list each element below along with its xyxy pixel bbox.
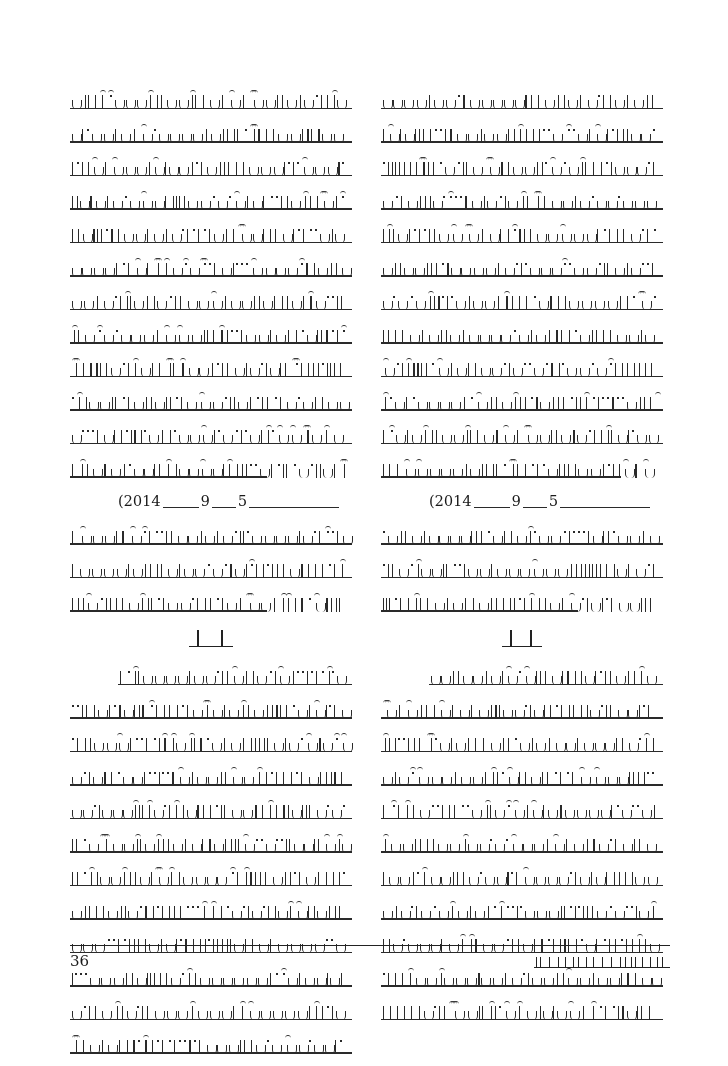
left-citation-month: 9 (200, 494, 210, 510)
text-line (70, 865, 352, 890)
text-line (381, 155, 663, 180)
right-paragraph-1 (381, 88, 663, 482)
text-line (70, 999, 352, 1024)
text-line (381, 122, 663, 147)
left-paragraph-1 (70, 88, 352, 482)
text-line (381, 256, 663, 281)
text-line (381, 323, 663, 348)
text-line (70, 256, 352, 281)
text-line (381, 457, 621, 482)
text-line (381, 731, 663, 756)
right-citation-month: 9 (511, 494, 521, 510)
left-citation-continued (70, 524, 352, 616)
right-citation-day: 5 (548, 494, 559, 510)
text-line (381, 765, 663, 790)
right-citation: (2014 9 5 (381, 490, 663, 515)
text-line (70, 155, 352, 180)
text-line (381, 557, 663, 582)
text-line (381, 356, 663, 381)
text-line (70, 356, 352, 381)
left-column (70, 88, 352, 1066)
left-citation-year: 2014 (123, 494, 161, 510)
text-line (70, 122, 352, 147)
text-line (70, 323, 352, 348)
text-line (70, 189, 352, 214)
text-line (70, 390, 352, 415)
text-line (381, 698, 663, 723)
right-column (381, 88, 663, 1033)
right-citation-continued (381, 524, 663, 616)
text-line (381, 423, 663, 448)
text-line (70, 222, 352, 247)
right-citation-year: 2014 (434, 494, 472, 510)
left-paragraph-2 (70, 664, 352, 1058)
text-line (70, 798, 352, 823)
text-line (70, 765, 352, 790)
text-line (381, 591, 578, 616)
text-line (70, 591, 267, 616)
text-line (381, 390, 663, 415)
text-line (381, 524, 663, 549)
text-line (70, 88, 352, 113)
text-line (70, 899, 352, 924)
text-line (70, 832, 352, 857)
text-line (70, 966, 352, 991)
text-line (381, 999, 663, 1024)
text-line (118, 664, 352, 689)
text-line (70, 524, 352, 549)
left-citation-day: 5 (237, 494, 248, 510)
running-title (534, 950, 670, 972)
text-line (381, 865, 663, 890)
text-line (70, 1033, 352, 1058)
left-section-heading (70, 624, 352, 654)
text-line (381, 289, 663, 314)
text-line (70, 698, 352, 723)
text-line (381, 88, 663, 113)
right-section-heading (381, 624, 663, 654)
text-line (70, 289, 352, 314)
text-line (70, 423, 352, 448)
text-line (381, 832, 663, 857)
text-line (381, 189, 663, 214)
text-line (70, 457, 267, 482)
text-line (429, 664, 663, 689)
text-line (70, 557, 352, 582)
footer-rule (70, 945, 670, 946)
text-line (70, 731, 352, 756)
text-line (381, 798, 663, 823)
left-citation: (2014 9 5 (70, 490, 352, 515)
text-line (381, 222, 663, 247)
page-number: 36 (70, 952, 90, 970)
text-line (381, 899, 663, 924)
